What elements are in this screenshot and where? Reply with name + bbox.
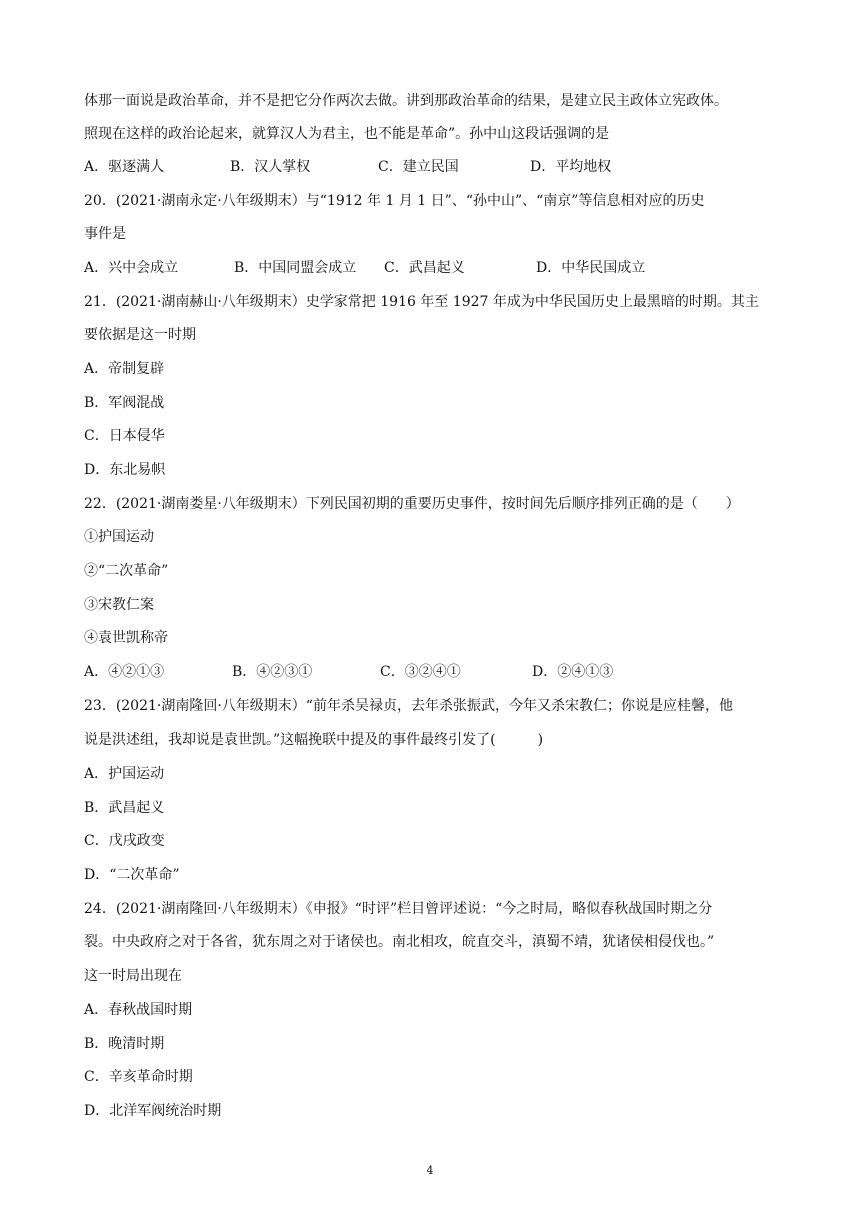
q22-option-a[interactable]: A．④②①③ (84, 664, 165, 680)
q24-stem-line-2: 裂。中央政府之对于各省，犹东周之对于诸侯也。南北相攻，皖直交斗，滇蜀不靖，犹诸侯相侵伐也。” (84, 934, 715, 950)
q22-option-b[interactable]: B．④②③① (232, 664, 313, 680)
q20-option-a[interactable]: A．兴中会成立 (84, 260, 179, 276)
q21-stem-line-2: 要依据是这一时期 (84, 327, 196, 343)
q24-option-a[interactable]: A．春秋战国时期 (84, 1002, 193, 1018)
q23-option-a[interactable]: A．护国运动 (84, 766, 165, 782)
q23-option-c[interactable]: C．戊戌政变 (84, 833, 165, 849)
q24-option-c[interactable]: C．辛亥革命时期 (84, 1069, 193, 1085)
q19-line-2: 照现在这样的政治论起来，就算汉人为君主，也不能是革命”。孙中山这段话强调的是 (84, 126, 610, 142)
q21-option-a[interactable]: A．帝制复辟 (84, 361, 165, 377)
q23-option-d[interactable]: D．“二次革命” (84, 867, 180, 883)
q23-stem-line-1: 23．(2021·湖南隆回·八年级期末）“前年杀吴禄贞，去年杀张振武，今年又杀宋教仁；你说是应桂馨，他 (84, 698, 733, 714)
q24-option-b[interactable]: B．晚清时期 (84, 1036, 165, 1052)
q21-option-d[interactable]: D．东北易帜 (84, 462, 166, 478)
q22-option-d[interactable]: D．②④①③ (532, 664, 614, 680)
q20-option-d[interactable]: D．中华民国成立 (536, 260, 646, 276)
q23-option-b[interactable]: B．武昌起义 (84, 800, 165, 816)
q19-options (84, 157, 611, 177)
q23-stem-line-2: 说是洪述组，我却说是袁世凯。”这幅挽联中提及的事件最终引发了( ) (84, 732, 544, 748)
q20-stem-line-2: 事件是 (84, 226, 126, 242)
q24-stem-line-3: 这一时局出现在 (84, 968, 182, 984)
q22-stem-line-1: 22．(2021·湖南娄星·八年级期末）下列民国初期的重要历史事件，按时间先后顺序排列正确的是（ ） (84, 496, 740, 512)
q19-option-b[interactable]: B．汉人掌权 (230, 159, 311, 175)
q22-item-3: ③宋教仁案 (84, 597, 154, 613)
q20-option-c[interactable]: C．武昌起义 (384, 260, 465, 276)
q22-item-1: ①护国运动 (84, 529, 154, 545)
q24-stem-line-1: 24．(2021·湖南隆回·八年级期末）《申报》“时评”栏目曾评述说：“今之时局，略似春秋战国时期之分 (84, 901, 713, 917)
q22-option-c[interactable]: C．③②④① (380, 664, 461, 680)
q19-line-1: 体那一面说是政治革命，并不是把它分作两次去做。讲到那政治革命的结果，是建立民主政体立宪政体。 (84, 93, 728, 109)
q19-option-c[interactable]: C．建立民国 (378, 159, 459, 175)
q19-option-a[interactable]: A．驱逐满人 (84, 159, 165, 175)
q19-option-d[interactable]: D．平均地权 (530, 159, 612, 175)
q21-option-b[interactable]: B．军阀混战 (84, 395, 165, 411)
q22-item-4: ④袁世凯称帝 (84, 630, 168, 646)
q22-options (84, 662, 613, 682)
q20-stem-line-1: 20．(2021·湖南永定·八年级期末）与“1912 年 1 月 1 日”、“孙中山”、“南京”等信息相对应的历史 (84, 193, 705, 209)
q20-options (84, 258, 645, 278)
q20-option-b[interactable]: B．中国同盟会成立 (234, 260, 357, 276)
page-number: 4 (426, 1164, 434, 1177)
q21-option-c[interactable]: C．日本侵华 (84, 428, 165, 444)
q21-stem-line-1: 21．(2021·湖南赫山·八年级期末）史学家常把 1916 年至 1927 年成为中华民国历史上最黑暗的时期。其主 (84, 294, 759, 310)
q22-item-2: ②“二次革命” (84, 563, 169, 579)
q24-option-d[interactable]: D．北洋军阀统治时期 (84, 1103, 222, 1119)
